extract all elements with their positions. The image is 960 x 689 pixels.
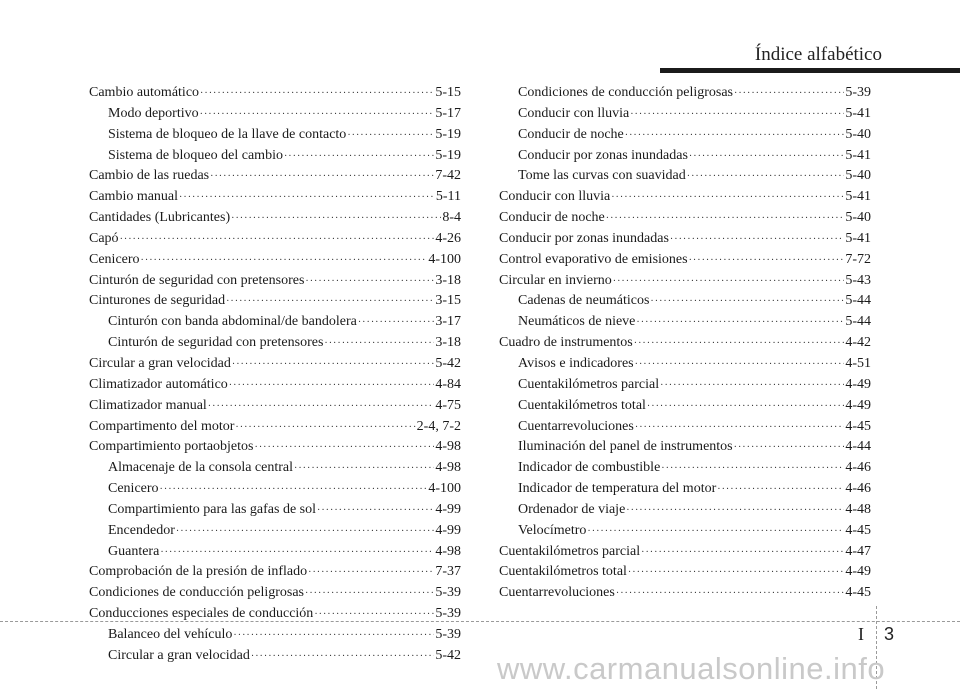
index-subentry: [499, 479, 871, 500]
dot-leader: [650, 292, 844, 312]
index-subentry: [499, 104, 871, 125]
index-subentry: [499, 375, 871, 396]
index-subentry: [499, 354, 871, 375]
index-entry: [499, 333, 871, 354]
dot-leader: [641, 543, 844, 563]
entry-page-ref: 5-17: [435, 105, 461, 121]
entry-page-ref: 4-45: [845, 522, 871, 538]
index-subentry: [89, 333, 461, 354]
entry-label: Cantidades (Lubricantes): [89, 210, 231, 226]
entry-page-ref: 4-42: [845, 335, 871, 351]
entry-label: Indicador de temperatura del motor: [518, 481, 717, 497]
dot-leader: [635, 355, 845, 375]
entry-label: Compartimiento para las gafas de sol: [108, 501, 316, 517]
index-entry: [89, 354, 461, 375]
index-entry: [499, 542, 871, 563]
entry-page-ref: 4-84: [435, 376, 461, 392]
entry-label: Velocímetro: [518, 522, 587, 538]
dot-leader: [634, 334, 845, 354]
index-entry: [89, 583, 461, 604]
entry-page-ref: 5-41: [845, 230, 871, 246]
entry-page-ref: 4-75: [435, 397, 461, 413]
entry-page-ref: 5-44: [845, 314, 871, 330]
index-entry: [499, 208, 871, 229]
entry-label: Cinturón con banda abdominal/de bandolera: [108, 314, 357, 330]
entry-page-ref: 5-41: [845, 189, 871, 205]
entry-label: Sistema de bloqueo de la llave de contacto: [108, 126, 347, 142]
dot-leader: [660, 376, 844, 396]
entry-label: Cuentakilómetros total: [499, 564, 627, 580]
dot-leader: [232, 355, 434, 375]
entry-page-ref: 4-98: [435, 460, 461, 476]
index-subentry: [499, 146, 871, 167]
dot-leader: [229, 376, 435, 396]
entry-label: Cuentakilómetros total: [518, 397, 646, 413]
index-entry: [499, 271, 871, 292]
dot-leader: [734, 438, 845, 458]
dot-leader: [630, 105, 844, 125]
index-subentry: [89, 104, 461, 125]
entry-label: Comprobación de la presión de inflado: [89, 564, 308, 580]
entry-page-ref: 3-17: [435, 314, 461, 330]
entry-label: Climatizador automático: [89, 376, 228, 392]
entry-label: Cenicero: [89, 251, 140, 267]
entry-label: Sistema de bloqueo del cambio: [108, 147, 283, 163]
entry-page-ref: 4-46: [845, 460, 871, 476]
dot-leader: [179, 188, 435, 208]
entry-page-ref: 4-49: [845, 564, 871, 580]
dot-leader: [324, 334, 434, 354]
index-subentry: [499, 291, 871, 312]
index-subentry: [89, 312, 461, 333]
index-subentry: [89, 146, 461, 167]
index-subentry: [499, 521, 871, 542]
index-subentry: [89, 542, 461, 563]
entry-label: Compartimiento portaobjetos: [89, 439, 254, 455]
entry-label: Cinturón de seguridad con pretensores: [89, 272, 305, 288]
entry-page-ref: 5-39: [435, 606, 461, 622]
entry-page-ref: 4-45: [845, 585, 871, 601]
entry-page-ref: 5-39: [435, 626, 461, 642]
entry-page-ref: 3-18: [435, 272, 461, 288]
entry-page-ref: 5-15: [435, 85, 461, 100]
entry-label: Cuentakilómetros parcial: [518, 376, 660, 392]
dot-leader: [200, 84, 434, 104]
dot-leader: [208, 397, 435, 417]
index-entry: [89, 271, 461, 292]
index-entry: [89, 417, 461, 438]
entry-label: Cuentakilómetros parcial: [499, 543, 641, 559]
index-entry: [89, 396, 461, 417]
dot-leader: [235, 418, 415, 438]
index-subentry: [499, 458, 871, 479]
footer-divider: [0, 621, 960, 622]
dot-leader: [347, 126, 434, 146]
entry-page-ref: 5-44: [845, 293, 871, 309]
entry-label: Neumáticos de nieve: [518, 314, 636, 330]
index-subentry: [499, 396, 871, 417]
dot-leader: [358, 313, 435, 333]
entry-page-ref: 4-49: [845, 376, 871, 392]
dot-leader: [587, 522, 844, 542]
index-subentry: [89, 500, 461, 521]
dot-leader: [305, 272, 434, 292]
entry-label: Indicador de combustible: [518, 460, 661, 476]
entry-label: Iluminación del panel de instrumentos: [518, 439, 733, 455]
index-subentry: [499, 312, 871, 333]
index-column-right: [499, 83, 871, 604]
entry-label: Cadenas de neumáticos: [518, 293, 650, 309]
index-subentry: [499, 437, 871, 458]
entry-page-ref: 4-46: [845, 481, 871, 497]
entry-page-ref: 5-39: [435, 585, 461, 601]
entry-page-ref: 5-41: [845, 105, 871, 121]
index-entry: [499, 187, 871, 208]
entry-label: Circular a gran velocidad: [108, 647, 250, 663]
entry-label: Cambio de las ruedas: [89, 168, 210, 184]
index-subentry: [89, 479, 461, 500]
entry-page-ref: 4-47: [845, 543, 871, 559]
dot-leader: [254, 438, 434, 458]
entry-label: Cinturón de seguridad con pretensores: [108, 335, 324, 351]
dot-leader: [606, 209, 845, 229]
dot-leader: [734, 84, 844, 104]
entry-label: Climatizador manual: [89, 397, 207, 413]
entry-label: Cinturones de seguridad: [89, 293, 226, 309]
entry-page-ref: 4-44: [845, 439, 871, 455]
index-subentry: [89, 646, 461, 667]
entry-page-ref: 8-4: [442, 210, 461, 226]
index-entry: [89, 437, 461, 458]
dot-leader: [647, 397, 844, 417]
dot-leader: [160, 543, 434, 563]
entry-page-ref: 5-40: [845, 126, 871, 142]
dot-leader: [120, 230, 435, 250]
entry-label: Cuadro de instrumentos: [499, 335, 633, 351]
entry-page-ref: 2-4, 7-2: [416, 418, 461, 434]
dot-leader: [251, 647, 434, 667]
index-column-left: [89, 83, 461, 667]
entry-label: Cuentarrevoluciones: [518, 418, 634, 434]
dot-leader: [635, 418, 844, 438]
index-entry: [89, 229, 461, 250]
entry-label: Conducir por zonas inundadas: [518, 147, 688, 163]
dot-leader: [625, 126, 845, 146]
entry-label: Circular en invierno: [499, 272, 612, 288]
dot-leader: [613, 272, 845, 292]
index-entry: [89, 83, 461, 104]
entry-label: Cuentarrevoluciones: [499, 585, 615, 601]
dot-leader: [626, 501, 844, 521]
entry-page-ref: 5-19: [435, 126, 461, 142]
dot-leader: [689, 251, 845, 271]
index-entry: [89, 291, 461, 312]
entry-page-ref: 3-18: [435, 335, 461, 351]
entry-label: Circular a gran velocidad: [89, 355, 231, 371]
dot-leader: [689, 147, 844, 167]
dot-leader: [611, 188, 844, 208]
index-entry: [89, 375, 461, 396]
dot-leader: [308, 563, 434, 583]
entry-page-ref: 4-100: [428, 481, 461, 497]
dot-leader: [636, 313, 844, 333]
index-subentry: [499, 500, 871, 521]
page-number: 3: [884, 624, 895, 644]
entry-label: Cenicero: [108, 481, 159, 497]
entry-label: Modo deportivo: [108, 105, 199, 121]
index-subentry: [499, 125, 871, 146]
dot-leader: [305, 584, 434, 604]
entry-label: Avisos e indicadores: [518, 355, 634, 371]
index-entry: [89, 166, 461, 187]
entry-label: Balanceo del vehículo: [108, 626, 233, 642]
dot-leader: [616, 584, 844, 604]
dot-leader: [687, 167, 845, 187]
header-rule: [660, 68, 960, 73]
entry-label: Conducciones especiales de conducción: [89, 606, 314, 622]
section-letter: I: [858, 624, 864, 644]
entry-page-ref: 4-49: [845, 397, 871, 413]
index-entry: [499, 229, 871, 250]
entry-page-ref: 5-40: [845, 210, 871, 226]
index-subentry: [499, 166, 871, 187]
entry-page-ref: 3-15: [435, 293, 461, 309]
dot-leader: [233, 626, 434, 646]
page-title: Índice alfabético: [754, 44, 882, 65]
dot-leader: [628, 563, 844, 583]
dot-leader: [231, 209, 441, 229]
index-entry: [499, 250, 871, 271]
entry-label: Cambio manual: [89, 189, 179, 205]
entry-label: Capó: [89, 230, 119, 246]
dot-leader: [284, 147, 434, 167]
entry-label: Conducir de noche: [518, 126, 624, 142]
entry-page-ref: 4-98: [435, 543, 461, 559]
dot-leader: [200, 105, 435, 125]
entry-page-ref: 5-41: [845, 147, 871, 163]
watermark-text: www.carmanualsonline.info: [497, 651, 886, 686]
entry-page-ref: 7-72: [845, 251, 871, 267]
index-subentry: [499, 83, 871, 104]
entry-label: Encendedor: [108, 522, 175, 538]
dot-leader: [226, 292, 434, 312]
entry-page-ref: 4-48: [845, 501, 871, 517]
entry-page-ref: 5-43: [845, 272, 871, 288]
entry-page-ref: 5-19: [435, 147, 461, 163]
entry-label: Condiciones de conducción peligrosas: [518, 85, 734, 100]
entry-page-ref: 5-11: [435, 189, 461, 205]
entry-label: Cambio automático: [89, 85, 200, 100]
entry-page-ref: 5-40: [845, 168, 871, 184]
dot-leader: [176, 522, 434, 542]
entry-page-ref: 5-42: [435, 647, 461, 663]
dot-leader: [670, 230, 844, 250]
entry-label: Conducir con lluvia: [499, 189, 611, 205]
dot-leader: [717, 480, 844, 500]
index-entry: [499, 562, 871, 583]
index-entry: [89, 208, 461, 229]
entry-page-ref: 4-51: [845, 355, 871, 371]
entry-page-ref: 4-99: [435, 522, 461, 538]
entry-label: Compartimento del motor: [89, 418, 235, 434]
entry-label: Conducir por zonas inundadas: [499, 230, 669, 246]
index-subentry: [89, 125, 461, 146]
index-entry: [89, 250, 461, 271]
dot-leader: [210, 167, 434, 187]
index-subentry: [89, 521, 461, 542]
index-entry: [89, 187, 461, 208]
entry-label: Guantera: [108, 543, 160, 559]
entry-label: Condiciones de conducción peligrosas: [89, 585, 305, 601]
dot-leader: [661, 459, 844, 479]
entry-page-ref: 5-39: [845, 85, 871, 100]
entry-page-ref: 5-42: [435, 355, 461, 371]
dot-leader: [141, 251, 428, 271]
dot-leader: [317, 501, 434, 521]
entry-label: Tome las curvas con suavidad: [518, 168, 686, 184]
entry-page-ref: 7-42: [435, 168, 461, 184]
index-subentry: [89, 625, 461, 646]
index-entry: [499, 583, 871, 604]
entry-label: Conducir de noche: [499, 210, 605, 226]
entry-label: Control evaporativo de emisiones: [499, 251, 688, 267]
entry-page-ref: 4-26: [435, 230, 461, 246]
entry-page-ref: 4-99: [435, 501, 461, 517]
entry-page-ref: 7-37: [435, 564, 461, 580]
entry-page-ref: 4-100: [428, 251, 461, 267]
entry-label: Almacenaje de la consola central: [108, 460, 294, 476]
entry-page-ref: 4-45: [845, 418, 871, 434]
index-subentry: [499, 417, 871, 438]
index-entry: [89, 562, 461, 583]
index-subentry: [89, 458, 461, 479]
entry-page-ref: 4-98: [435, 439, 461, 455]
dot-leader: [294, 459, 434, 479]
entry-label: Ordenador de viaje: [518, 501, 626, 517]
entry-label: Conducir con lluvia: [518, 105, 630, 121]
dot-leader: [160, 480, 428, 500]
